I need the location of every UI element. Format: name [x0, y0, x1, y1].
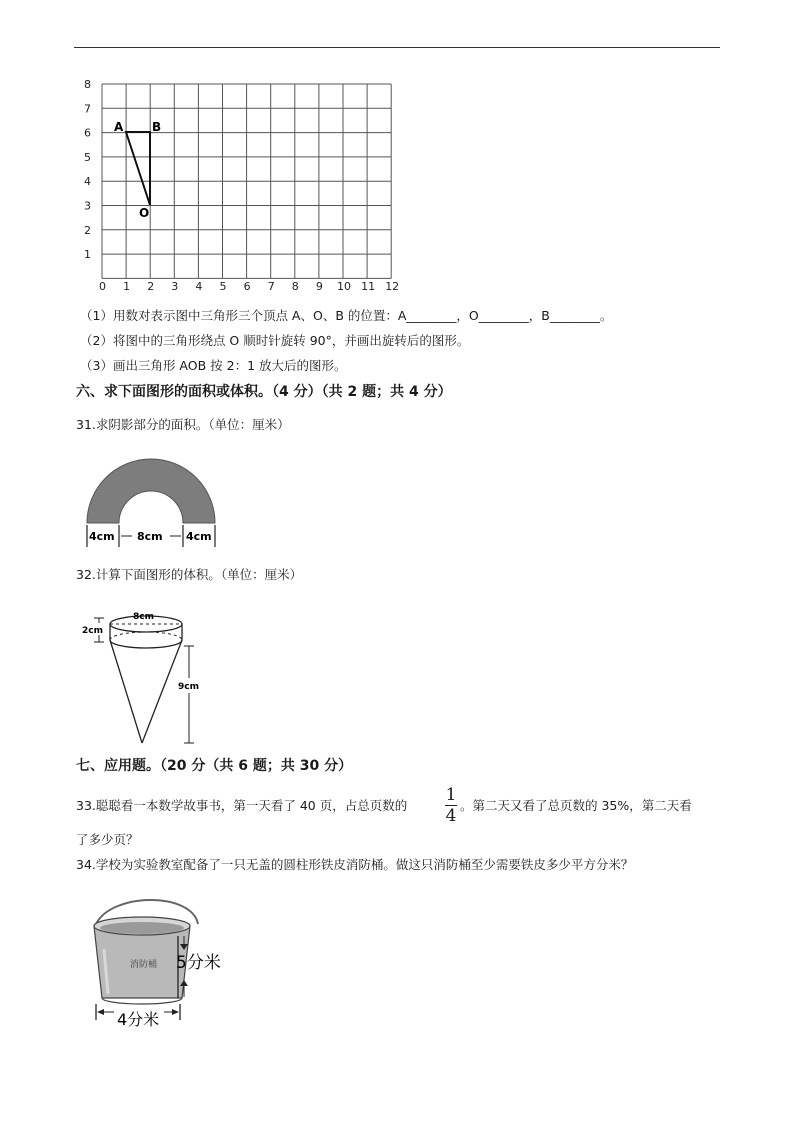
- grid-y-tick-label: 1: [84, 248, 91, 262]
- grid-x-tick-label: 12: [385, 280, 400, 293]
- grid-x-tick-label: 11: [361, 280, 376, 293]
- q32-side-label: 2cm: [82, 626, 103, 636]
- half-annulus-figure: [82, 447, 227, 552]
- point-o-label: O: [139, 206, 150, 220]
- grid-y-tick-label: 6: [84, 126, 91, 140]
- grid-x-tick-label: 9: [315, 280, 323, 293]
- q32-text: 32.计算下面图形的体积。（单位：厘米）: [76, 567, 303, 582]
- bucket-figure: [82, 894, 232, 1030]
- grid-y-tick-label: 7: [84, 102, 91, 116]
- grid-y-tick-label: 8: [84, 78, 91, 91]
- q30-sub1: （1）用数对表示图中三角形三个顶点 A、O、B 的位置：A________，O________，B________。: [80, 308, 613, 323]
- grid-x-tick-label: 7: [267, 280, 275, 293]
- grid-x-tick-label: 4: [195, 280, 203, 293]
- grid-x-tick-label: 0: [99, 280, 106, 293]
- q34-height-label: 5分米: [176, 953, 221, 973]
- q33-fraction: [444, 786, 458, 825]
- triangle-aob: [126, 132, 150, 205]
- q30-sub2: （2）将图中的三角形绕点 O 顺时针旋转 90°，并画出旋转后的图形。: [80, 333, 470, 348]
- grid-y-tick-label: 5: [84, 150, 91, 164]
- grid-y-tick-label: 4: [84, 175, 91, 189]
- q31-text: 31.求阴影部分的面积。（单位：厘米）: [76, 417, 290, 432]
- page-top-rule: [74, 47, 720, 48]
- grid-x-tick-label: 8: [291, 280, 299, 293]
- grid-x-tick-label: 5: [219, 280, 227, 293]
- point-a-label: A: [114, 120, 124, 134]
- q34-text: 34.学校为实验教室配备了一只无盖的圆柱形铁皮消防桶。做这只消防桶至少需要铁皮多少平方分米？: [76, 857, 634, 872]
- q33-line1-part2: 。第二天又看了总页数的 35%，第二天看: [460, 798, 692, 813]
- q31-mid-label: 8cm: [137, 530, 163, 543]
- grid-x-tick-label: 1: [123, 280, 131, 293]
- q31-right-label: 4cm: [186, 530, 212, 543]
- shaded-half-ring: [87, 459, 215, 523]
- q33-line1-part1: 33.聪聪看一本数学故事书，第一天看了 40 页，占总页数的: [76, 798, 408, 813]
- grid-x-tick-label: 3: [171, 280, 179, 293]
- grid-x-tick-label: 2: [147, 280, 155, 293]
- coordinate-grid: [76, 76, 406, 294]
- fraction-denominator: 4: [445, 806, 457, 826]
- point-b-label: B: [152, 120, 162, 134]
- grid-y-tick-label: 2: [84, 223, 91, 237]
- bucket-label: 消防桶: [130, 960, 158, 970]
- q30-sub3: （3）画出三角形 AOB 按 2：1 放大后的图形。: [80, 358, 347, 373]
- q32-top-label: 8cm: [133, 612, 154, 622]
- section6-heading: 六、求下面图形的面积或体积。（4 分）（共 2 题；共 4 分）: [76, 384, 452, 400]
- q31-left-label: 4cm: [89, 530, 115, 543]
- cone-cylinder-figure: [80, 598, 210, 748]
- grid-y-tick-label: 3: [84, 199, 91, 213]
- q33-line2: 了多少页？: [76, 832, 139, 847]
- q34-width-label: 4分米: [117, 1010, 160, 1029]
- section7-heading: 七、应用题。（20 分（共 6 题；共 30 分）: [76, 758, 353, 774]
- grid-x-tick-label: 10: [337, 280, 351, 293]
- grid-x-tick-label: 6: [243, 280, 251, 293]
- q32-height-label: 9cm: [178, 682, 199, 692]
- fraction-numerator: 1: [445, 785, 457, 805]
